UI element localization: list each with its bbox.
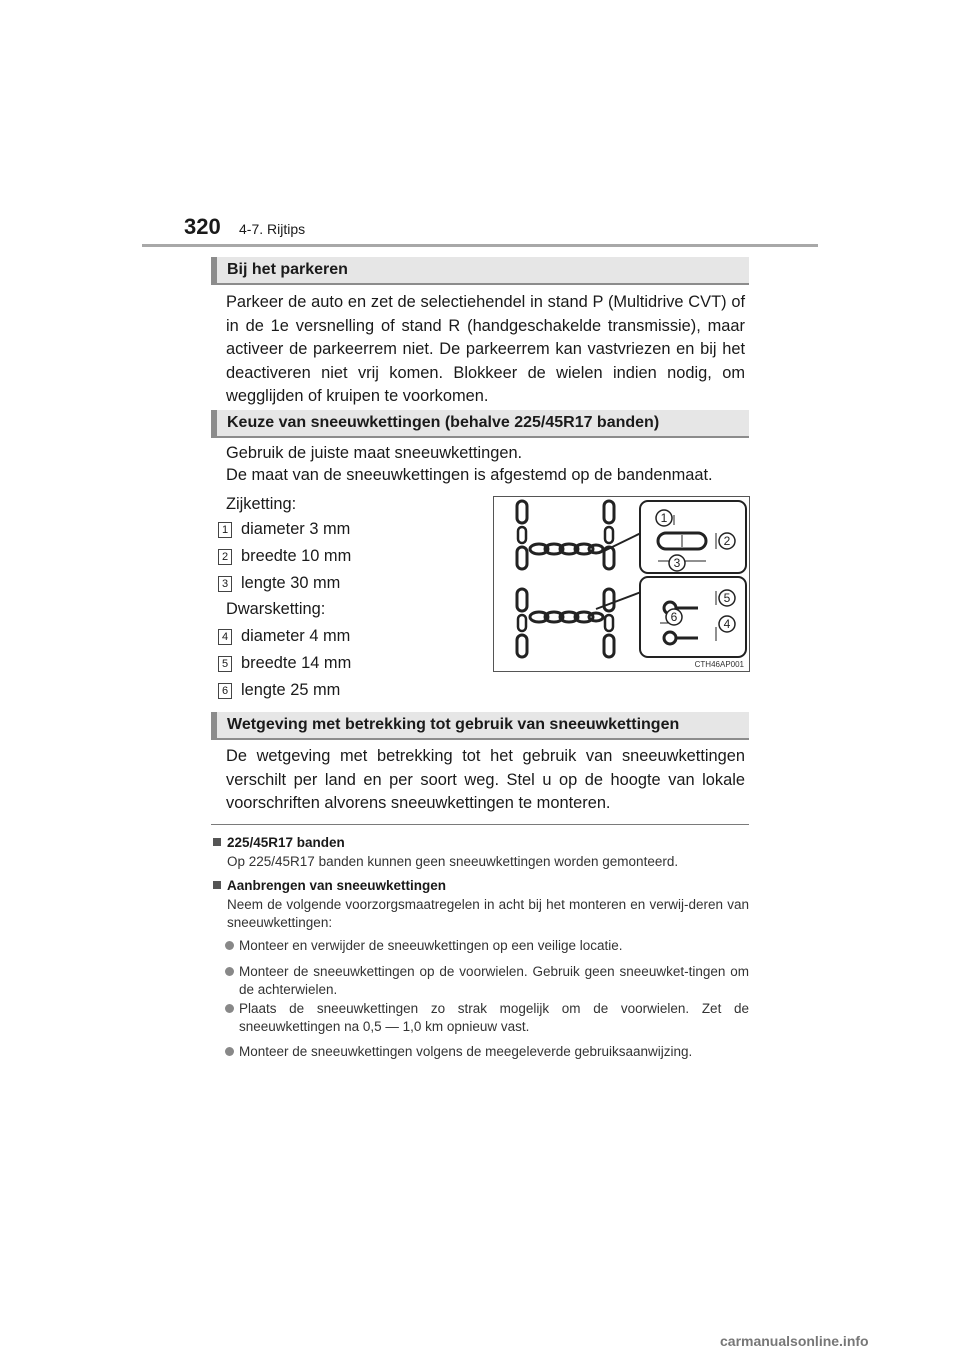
legislation-text: De wetgeving met betrekking tot het gebruik van sneeuwkettingen verschilt per land en per soort weg. Stel u op de hoogte van lokale voorschriften alvorens sneeuwkettingen te monteren. — [226, 747, 745, 812]
figure-callout-2: 2 — [723, 534, 731, 548]
heading-title: Wetgeving met betrekking tot gebruik van sneeuwkettingen — [227, 716, 680, 733]
side-chain-label: Zijketting: — [226, 495, 297, 513]
parking-paragraph — [226, 291, 745, 409]
heading-title: Bij het parkeren — [227, 261, 348, 278]
spec-text: lengte 30 mm — [241, 574, 341, 592]
spec-item — [218, 547, 351, 566]
snow-chain-illustration — [494, 497, 749, 671]
watermark: carmanualsonline.info — [720, 1333, 869, 1349]
note-text: Op 225/45R17 banden kunnen geen sneeuwkettingen worden gemonteerd. — [227, 854, 679, 869]
spec-item — [218, 654, 351, 673]
spec-item — [218, 627, 350, 646]
square-bullet-icon — [213, 881, 221, 889]
spec-number: 4 — [218, 629, 232, 645]
notes-divider — [211, 824, 749, 825]
spec-text: breedte 10 mm — [241, 547, 352, 565]
chain-intro-line1: Gebruik de juiste maat sneeuwkettingen. — [226, 444, 523, 462]
spec-text: diameter 3 mm — [241, 520, 351, 538]
figure-callout-6: 6 — [670, 610, 678, 624]
list-item — [225, 937, 749, 955]
figure-callout-1: 1 — [660, 511, 668, 525]
legislation-paragraph — [226, 745, 745, 816]
figure-callout-3: 3 — [673, 556, 681, 570]
note-heading — [213, 878, 446, 893]
spec-number: 6 — [218, 683, 232, 699]
bullet-text: Monteer de sneeuwkettingen op de voorwielen. Gebruik geen sneeuwket-tingen om de achterwielen. — [239, 964, 749, 997]
section-reference: 4-7. Rijtips — [239, 221, 306, 237]
spec-number: 1 — [218, 522, 232, 538]
spec-number: 3 — [218, 576, 232, 592]
figure-callout-5: 5 — [723, 591, 731, 605]
spec-text: lengte 25 mm — [241, 681, 341, 699]
spec-item — [218, 520, 350, 539]
spec-item — [218, 681, 340, 700]
page-number: 320 — [184, 214, 221, 239]
note-title: 225/45R17 banden — [227, 835, 345, 850]
square-bullet-icon — [213, 838, 221, 846]
bullet-dot-icon — [225, 1004, 234, 1013]
heading-title: Keuze van sneeuwkettingen (behalve 225/45R17 banden) — [227, 414, 660, 431]
bullet-text: Plaats de sneeuwkettingen zo strak mogelijk om de voorwielen. Zet de sneeuwkettingen na 0,5 — 1,0 km opnieuw vast. — [239, 1001, 749, 1034]
bullet-text: Monteer de sneeuwkettingen volgens de meegeleverde gebruiksaanwijzing. — [239, 1044, 693, 1059]
bullet-dot-icon — [225, 941, 234, 950]
bullet-dot-icon — [225, 1047, 234, 1056]
spec-item — [218, 574, 340, 593]
note-heading — [213, 835, 345, 850]
spec-text: diameter 4 mm — [241, 627, 351, 645]
spec-number: 2 — [218, 549, 232, 565]
spec-text: breedte 14 mm — [241, 654, 352, 672]
snow-chain-figure — [493, 496, 750, 672]
header-rule — [142, 244, 818, 247]
spec-number: 5 — [218, 656, 232, 672]
chain-intro-line2: De maat van de sneeuwkettingen is afgestemd op de bandenmaat. — [226, 466, 713, 484]
note-text: Neem de volgende voorzorgsmaatregelen in acht bij het monteren en verwij-deren van sneeuwkettingen: — [227, 897, 749, 930]
list-item — [225, 1043, 749, 1061]
figure-callout-4: 4 — [723, 617, 731, 631]
note-title: Aanbrengen van sneeuwkettingen — [227, 878, 447, 893]
figure-code: CTH46AP001 — [694, 660, 744, 669]
bullet-dot-icon — [225, 967, 234, 976]
cross-chain-label: Dwarsketting: — [226, 600, 326, 618]
heading-legislation — [211, 712, 749, 740]
heading-parking — [211, 257, 749, 285]
heading-chain-choice — [211, 410, 749, 438]
list-item — [225, 963, 749, 999]
list-item — [225, 1000, 749, 1036]
parking-text: Parkeer de auto en zet de selectiehendel in stand P (Multidrive CVT) of in de 1e versnelling of stand R (handgeschakelde transmissie), maar activeer de parkeerrem niet. De parkeerrem kan vastvriezen en bij het deactiveren niet vrij komen. Blokkeer de wielen indien nodig, om wegglijden of kruipen te voorkomen. — [226, 293, 745, 405]
bullet-text: Monteer en verwijder de sneeuwkettingen op een veilige locatie. — [239, 938, 623, 953]
